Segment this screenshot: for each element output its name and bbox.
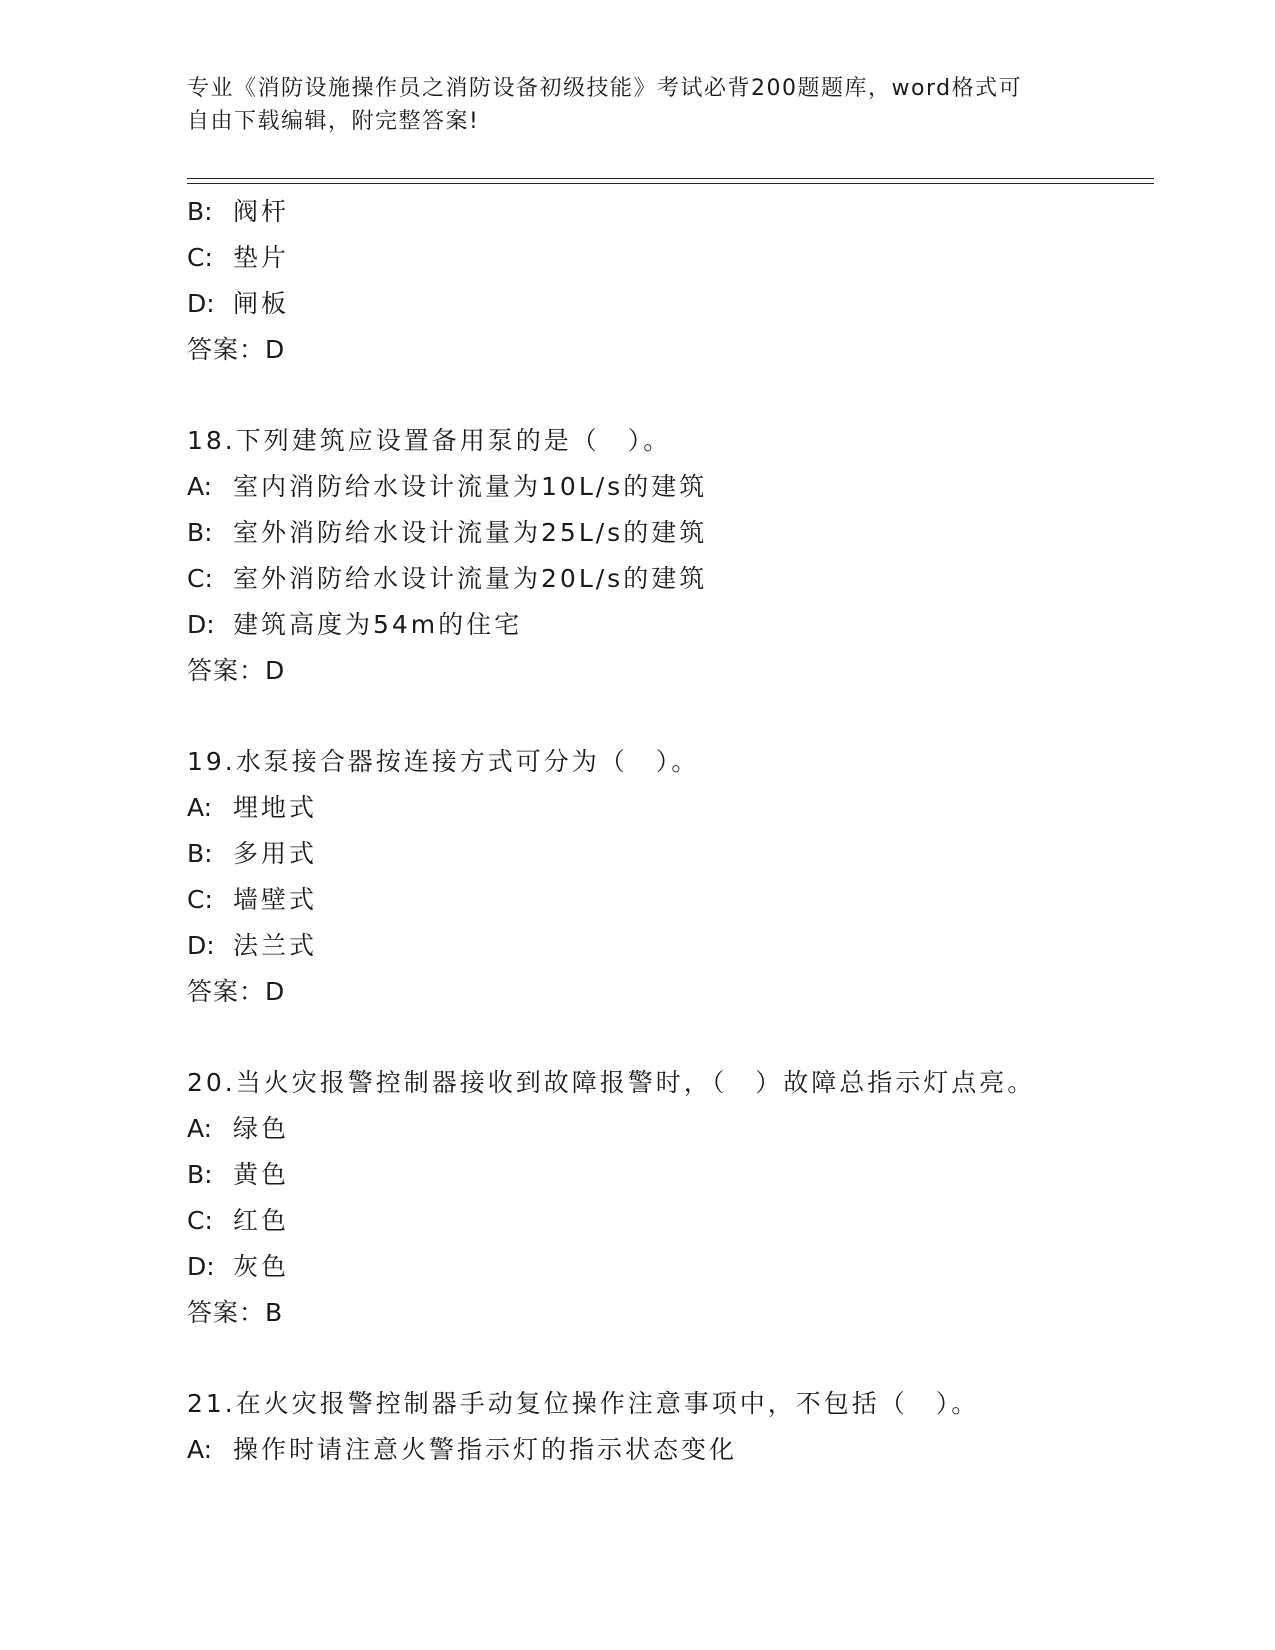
- option-c: C: 垫片: [187, 243, 290, 272]
- document-header: [187, 72, 1067, 138]
- option-c: C: 红色: [187, 1206, 290, 1235]
- question-stem: 21.在火灾报警控制器手动复位操作注意事项中，不包括（ ）。: [187, 1389, 980, 1418]
- answer-line: 答案：B: [187, 1298, 284, 1327]
- answer-line: 答案：D: [187, 977, 286, 1006]
- header-divider-bottom: [187, 183, 1154, 184]
- question-stem: 20.当火灾报警控制器接收到故障报警时，（ ）故障总指示灯点亮。: [187, 1068, 1036, 1097]
- option-d: D: 灰色: [187, 1252, 290, 1281]
- option-b: B: 室外消防给水设计流量为25L/s的建筑: [187, 518, 708, 547]
- option-c: C: 室外消防给水设计流量为20L/s的建筑: [187, 564, 708, 593]
- question-block-17: [187, 189, 1147, 373]
- question-block-18: [187, 418, 1147, 694]
- header-divider-top: [187, 178, 1154, 179]
- option-a: A: 绿色: [187, 1114, 290, 1143]
- option-b: B: 黄色: [187, 1160, 290, 1189]
- answer-line: 答案：D: [187, 656, 286, 685]
- option-c: C: 墙壁式: [187, 885, 318, 914]
- question-block-20: [187, 1060, 1147, 1336]
- header-line-1: 专业《消防设施操作员之消防设备初级技能》考试必背200题题库，word格式可: [187, 76, 1023, 101]
- question-stem: 19.水泵接合器按连接方式可分为（ ）。: [187, 747, 700, 776]
- spacer: [187, 1015, 1147, 1060]
- question-list: [187, 189, 1147, 1473]
- question-block-19: [187, 739, 1147, 1015]
- option-d: D: 法兰式: [187, 931, 318, 960]
- option-a: A: 埋地式: [187, 793, 318, 822]
- header-line-2: 自由下载编辑，附完整答案!: [187, 109, 480, 134]
- question-block-21: [187, 1381, 1147, 1473]
- spacer: [187, 694, 1147, 739]
- option-a: A: 操作时请注意火警指示灯的指示状态变化: [187, 1435, 738, 1464]
- option-d: D: 闸板: [187, 289, 290, 318]
- spacer: [187, 1336, 1147, 1381]
- option-d: D: 建筑高度为54m的住宅: [187, 610, 523, 639]
- option-b: B: 阀杆: [187, 197, 290, 226]
- option-a: A: 室内消防给水设计流量为10L/s的建筑: [187, 472, 708, 501]
- option-b: B: 多用式: [187, 839, 318, 868]
- question-stem: 18.下列建筑应设置备用泵的是（ ）。: [187, 426, 672, 455]
- spacer: [187, 373, 1147, 418]
- answer-line: 答案：D: [187, 335, 286, 364]
